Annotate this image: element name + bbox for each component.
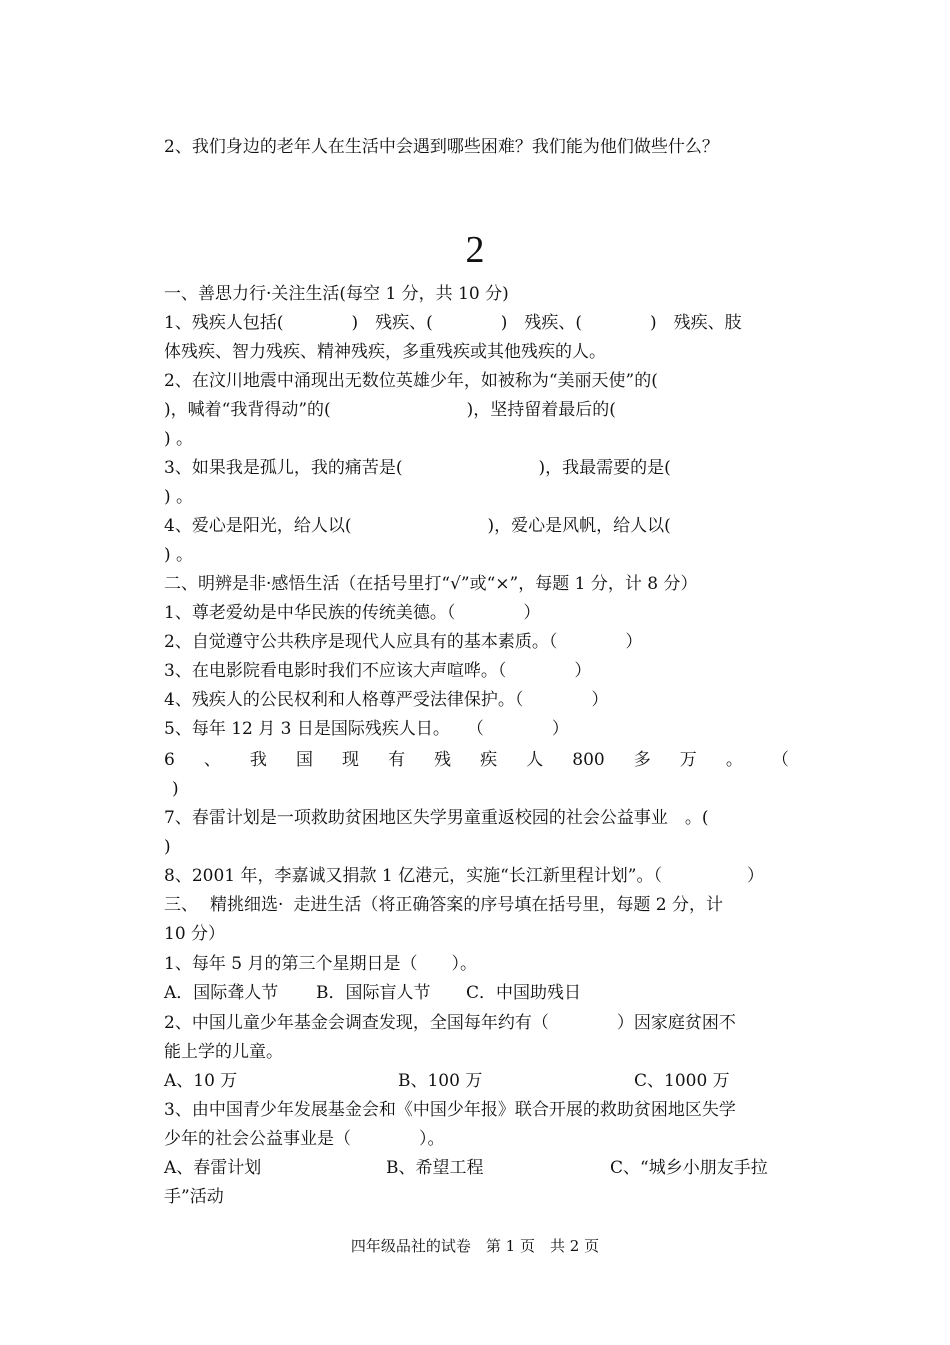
- heading-part: 三、: [164, 895, 198, 915]
- heading-part: 走进生活（将正确答案的序号填在括号里，每题 2 分，计: [293, 895, 724, 915]
- line6-part: 现: [342, 750, 360, 770]
- line6-part: 有: [388, 750, 406, 770]
- section2-line: 5、每年 12 月 3 日是国际残疾人日。 （ ）: [164, 719, 569, 739]
- line6-part: 6: [164, 750, 175, 770]
- q3-text-cont: 少年的社会公益事业是（ ）。: [164, 1129, 445, 1149]
- line6-part: 800: [572, 750, 605, 770]
- page-footer: 四年级品社的试卷 第 1 页 共 2 页: [350, 1237, 600, 1255]
- section1-line: ) 。: [164, 487, 194, 507]
- section1-line: ) 。: [164, 429, 194, 449]
- section1-line: 3、如果我是孤儿，我的痛苦是( )，我最需要的是(: [164, 458, 671, 478]
- section2-line: ): [164, 837, 171, 857]
- q2-option-b: B、100 万: [398, 1071, 483, 1091]
- line6-part: 万: [679, 750, 697, 770]
- top-question: 2、我们身边的老年人在生活中会遇到哪些困难？我们能为他们做些什么？: [164, 137, 719, 157]
- line6-part: 、: [203, 750, 221, 770]
- section3-heading-cont: 10 分）: [164, 924, 226, 944]
- q1-option-a: A．国际聋人节: [164, 983, 279, 1003]
- section1-heading: 一、善思力行·关注生活(每空 1 分，共 10 分): [164, 284, 509, 304]
- q3-option-c-cont: 手”活动: [164, 1187, 224, 1207]
- section1-line: 4、爱心是阳光，给人以( )，爱心是风帆，给人以(: [164, 516, 671, 536]
- section2-line6: [164, 749, 789, 771]
- section1-line: ) 。: [164, 545, 194, 565]
- line6-part: 疾: [480, 750, 498, 770]
- section2-line: 2、自觉遵守公共秩序是现代人应具有的基本素质。（ ）: [164, 632, 643, 652]
- q2-text-cont: 能上学的儿童。: [164, 1042, 283, 1062]
- q2-option-a: A、10 万: [164, 1071, 238, 1091]
- section2-heading: 二、明辨是非·感悟生活（在括号里打“√”或“×”，每题 1 分，计 8 分）: [164, 574, 698, 594]
- q1-option-c: C．中国助残日: [466, 983, 582, 1003]
- line6-part: 残: [434, 750, 452, 770]
- section2-line: 1、尊老爱幼是中华民族的传统美德。（ ）: [164, 603, 541, 623]
- line6-part: （: [771, 750, 789, 770]
- q1-text: 1、每年 5 月的第三个星期日是（ ）。: [164, 954, 477, 974]
- q2-text: 2、中国儿童少年基金会调查发现，全国每年约有（ ）因家庭贫困不: [164, 1013, 736, 1033]
- section2-line: 8、2001 年，李嘉诚又捐款 1 亿港元，实施“长江新里程计划”。（ ）: [164, 866, 764, 886]
- section2-line: 3、在电影院看电影时我们不应该大声喧哗。（ ）: [164, 661, 592, 681]
- q3-option-b: B、希望工程: [386, 1158, 484, 1178]
- section1-line: 体残疾、智力残疾、精神残疾，多重残疾或其他残疾的人。: [164, 342, 606, 362]
- q3-option-c: C、“城乡小朋友手拉: [610, 1158, 768, 1178]
- q3-option-a: A、春雷计划: [164, 1158, 262, 1178]
- section2-line: 7、春雷计划是一项救助贫困地区失学男童重返校园的社会公益事业 。(: [164, 808, 709, 828]
- line6-part: 我: [249, 750, 267, 770]
- line6-part: 。: [725, 750, 743, 770]
- section2-line: ): [172, 779, 179, 799]
- line6-part: 人: [526, 750, 544, 770]
- section1-line: )，喊着“我背得动”的( )，坚持留着最后的(: [164, 400, 616, 420]
- heading-part: 精挑细选·: [210, 895, 284, 915]
- section3-heading: [164, 894, 789, 916]
- q1-option-b: B．国际盲人节: [316, 983, 431, 1003]
- line6-part: 国: [295, 750, 313, 770]
- page-number: 2: [465, 229, 485, 271]
- section2-line: 4、残疾人的公民权利和人格尊严受法律保护。（ ）: [164, 690, 609, 710]
- line6-part: 多: [633, 750, 651, 770]
- section1-line: 2、在汶川地震中涌现出无数位英雄少年，如被称为“美丽天使”的(: [164, 371, 658, 391]
- q2-option-c: C、1000 万: [634, 1071, 730, 1091]
- q3-text: 3、由中国青少年发展基金会和《中国少年报》联合开展的救助贫困地区失学: [164, 1100, 736, 1120]
- section1-line: 1、残疾人包括( ) 残疾、( ) 残疾、( ) 残疾、肢: [164, 313, 742, 333]
